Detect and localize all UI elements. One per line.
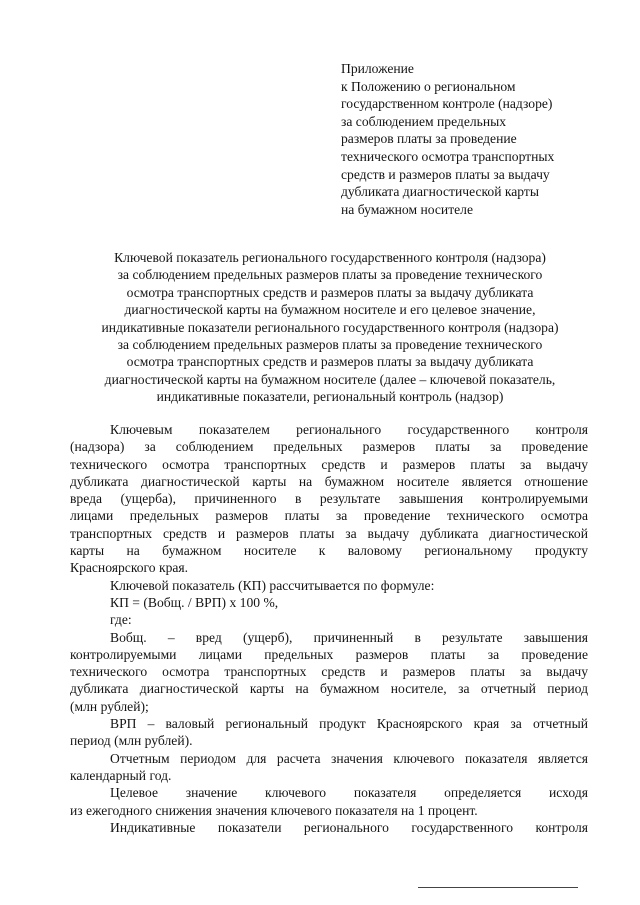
document-body (70, 421, 588, 836)
formula: КП = (Вобщ. / ВРП) х 100 %, (110, 594, 279, 610)
body-line: из ежегодного снижения значения ключевого показателя на 1 процент. (70, 802, 478, 818)
paragraph-key-indicator (70, 421, 588, 577)
heading-line: диагностической карты на бумажном носителе и его целевое значение, (124, 302, 536, 318)
body-line: Отчетным периодом для расчета значения ключевого показателя является (110, 750, 588, 766)
paragraph-target-value (70, 784, 588, 819)
body-line: лицами предельных размеров платы за проведение технического осмотра (70, 508, 588, 524)
body-line: карты на бумажном носителе к валовому региональному продукту (70, 543, 588, 559)
body-line: вреда (ущерба), причиненного в результате завышения контролируемыми (70, 491, 588, 507)
body-line: дубликата диагностической карты на бумажном носителе является отношение (70, 473, 588, 489)
appendix-line: за соблюдением предельных (341, 113, 507, 129)
body-line: технического осмотра транспортных средств и размеров платы за выдачу (70, 456, 588, 472)
heading-line: индикативные показатели регионального государственного контроля (надзора) (101, 319, 559, 335)
heading-line: индикативные показатели, региональный контроль (надзор) (156, 389, 504, 405)
heading-line: за соблюдением предельных размеров платы за проведение технического (117, 337, 543, 353)
body-line: Вобщ. – вред (ущерб), причиненный в результате завышения (110, 629, 588, 645)
body-line: Ключевым показателем регионального государственного контроля (110, 422, 588, 437)
body-line: технического осмотра транспортных средств и размеров платы за выдачу (70, 664, 588, 680)
heading-line: осмотра транспортных средств и размеров платы за выдачу дубликата (126, 284, 534, 300)
definition-v-total (70, 629, 588, 715)
appendix-block (341, 60, 611, 218)
appendix-line: на бумажном носителе (341, 201, 473, 217)
heading-line: осмотра транспортных средств и размеров платы за выдачу дубликата (126, 354, 534, 370)
appendix-line: средств и размеров платы за выдачу (341, 166, 550, 182)
body-line: Индикативные показатели регионального государственного контроля (110, 819, 588, 835)
body-line: (надзора) за соблюдением предельных размеров платы за проведение (70, 439, 588, 455)
body-line: Красноярского края. (70, 560, 189, 576)
appendix-line: государственном контроле (надзоре) (341, 96, 553, 112)
paragraph-indicative (70, 819, 588, 836)
body-line: ВРП – валовый региональный продукт Красноярского края за отчетный (110, 716, 588, 732)
paragraph-reporting-period (70, 750, 588, 785)
where-label: где: (110, 612, 132, 628)
heading-line: за соблюдением предельных размеров платы за проведение технического (117, 267, 543, 283)
document-heading (52, 249, 608, 406)
heading-line: диагностической карты на бумажном носителе (далее – ключевой показатель, (104, 371, 556, 387)
body-line: (млн рублей); (70, 698, 149, 714)
formula-intro: Ключевой показатель (КП) рассчитывается по формуле: (110, 577, 435, 593)
appendix-line: к Положению о региональном (341, 78, 516, 94)
body-line: дубликата диагностической карты на бумажном носителе, за отчетный период (70, 681, 588, 697)
body-line: Целевое значение ключевого показателя определяется исходя (110, 785, 588, 801)
heading-line: Ключевой показатель регионального государственного контроля (надзора) (114, 250, 546, 265)
footer-rule (418, 887, 578, 888)
appendix-line: технического осмотра транспортных (341, 148, 555, 164)
definition-grp (70, 715, 588, 750)
body-line: период (млн рублей). (70, 733, 193, 749)
appendix-line: дубликата диагностической карты (341, 184, 539, 200)
body-line: транспортных средств и размеров платы за выдачу дубликата диагностической (70, 525, 588, 541)
appendix-line: Приложение (341, 61, 414, 76)
body-line: контролируемыми лицами предельных размеров платы за проведение (70, 646, 588, 662)
appendix-line: размеров платы за проведение (341, 131, 517, 147)
body-line: календарный год. (70, 767, 172, 783)
